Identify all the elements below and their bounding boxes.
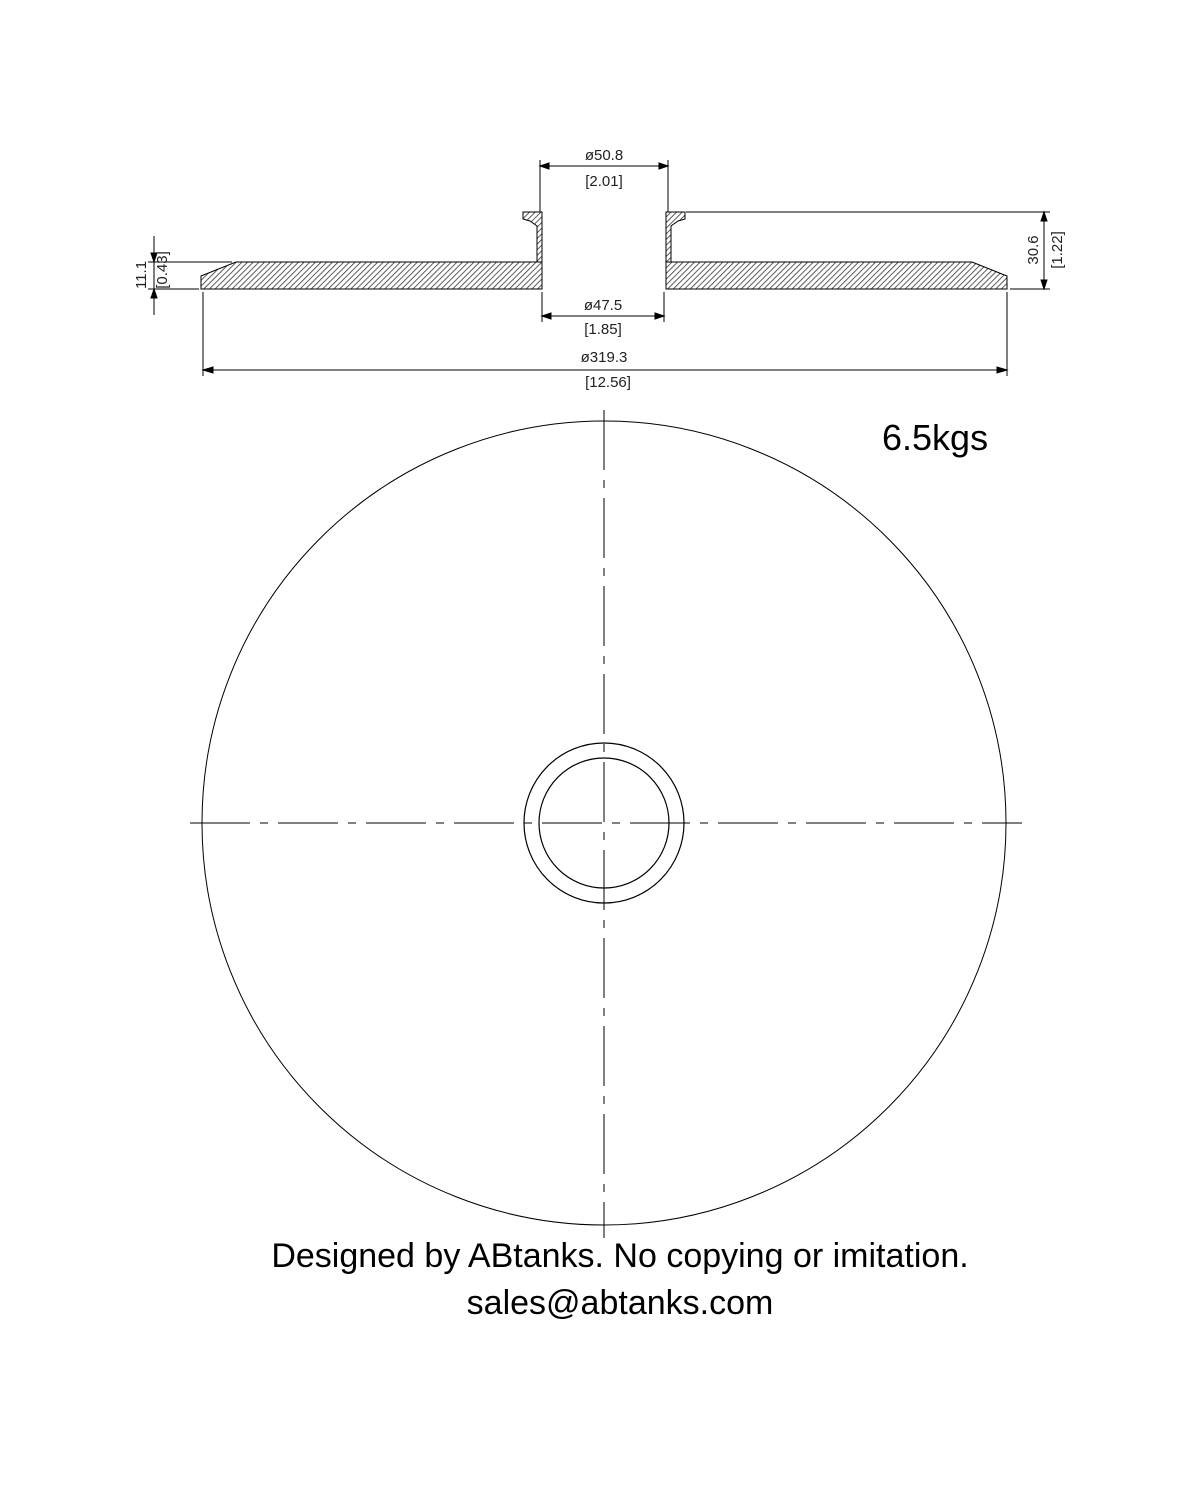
weight-label: 6.5kgs (882, 417, 989, 458)
disc-section-left (201, 262, 542, 289)
disc-section-right (666, 262, 1007, 289)
nozzle-id-inch-label: [1.85] (584, 321, 622, 338)
ferrule-section-left (523, 212, 542, 262)
plan-view (190, 410, 1022, 1238)
overall-height-label: 30.6 (1025, 235, 1042, 265)
disc-diameter-label: ø319.3 (580, 349, 628, 366)
copyright-notice: Designed by ABtanks. No copying or imitation. (271, 1237, 969, 1275)
nozzle-id-label: ø47.5 (583, 297, 623, 314)
disc-thickness-inch-label: [0.43] (154, 251, 171, 289)
contact-email: sales@abtanks.com (466, 1284, 774, 1322)
ferrule-section-right (666, 212, 685, 262)
nozzle-od-inch-label: [2.01] (585, 173, 623, 190)
disc-thickness-label: 11.1 (133, 260, 150, 290)
disc-diameter-inch-label: [12.56] (585, 374, 631, 391)
overall-height-inch-label: [1.22] (1049, 231, 1066, 269)
section-view (148, 160, 1050, 376)
nozzle-od-label: ø50.8 (584, 147, 624, 164)
